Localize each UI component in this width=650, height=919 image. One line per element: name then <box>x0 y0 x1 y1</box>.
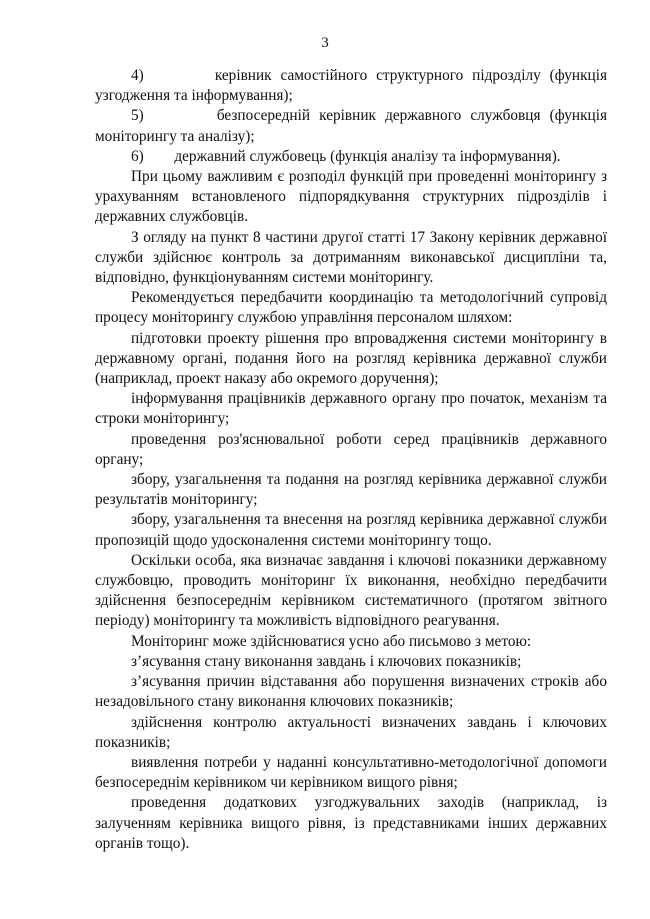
list-item-4: 4) керівник самостійного структурного підрозділу (функція узгодження та інформування); <box>95 67 607 105</box>
paragraph-monitoring-purpose: Моніторинг може здійснюватися усно або письмово з метою: <box>131 632 532 650</box>
list-item-5: 5) безпосередній керівник державного службовця (функція моніторингу та аналізу); <box>95 107 607 145</box>
list-item-6: 6) державний службовець (функція аналізу та інформування). <box>131 147 561 165</box>
paragraph-delay-reasons: з’ясування причин відставання або порушення визначених строків або незадовільного стану виконання ключових показників; <box>95 673 607 711</box>
paragraph-explanatory-work: проведення роз'яснювальної роботи серед працівників державного органу; <box>95 430 607 468</box>
paragraph-systematic-monitoring: Оскільки особа, яка визначає завдання і ключові показники державному службовцю, проводить моніторинг їх виконання, необхідно передбачити здійснення безпосереднім керівником систематичного (протягом звітного періоду) моніторингу та можливість відповідного реагування. <box>95 551 607 630</box>
paragraph-relevance-control: здійснення контролю актуальності визначених завдань і ключових показників; <box>95 713 607 751</box>
paragraph-preparation: підготовки проекту рішення про впровадження системи моніторингу в державному органі, подання його на розгляд керівника державної служби (наприклад, проект наказу або окремого доручення); <box>95 329 607 388</box>
paragraph-consulting-help: виявлення потреби у наданні консультативно-методологічної допомоги безпосереднім керівником чи керівником вищого рівня; <box>95 753 607 792</box>
paragraph-law-reference: З огляду на пункт 8 частини другої статті 17 Закону керівник державної служби здійснює контроль за дотриманням виконавської дисципліни та, відповідно, функціонуванням системи моніторингу. <box>95 228 607 287</box>
paragraph-recommendation: Рекомендується передбачити координацію та методологічний супровід процесу моніторингу службою управління персоналом шляхом: <box>95 289 607 327</box>
page-number: 3 <box>321 35 329 51</box>
paragraph-proposals-collection: збору, узагальнення та внесення на розгляд керівника державної служби пропозицій щодо удосконалення системи моніторингу тощо. <box>95 511 607 549</box>
paragraph-functions-distribution: При цьому важливим є розподіл функцій при проведенні моніторингу з урахуванням встановленого підпорядкування структурних підрозділів і державних службовців. <box>95 168 607 226</box>
paragraph-task-status: з’ясування стану виконання завдань і ключових показників; <box>131 652 522 670</box>
paragraph-informing: інформування працівників державного органу про початок, механізм та строки моніторингу; <box>95 390 607 428</box>
paragraph-results-collection: збору, узагальнення та подання на розгляд керівника державної служби результатів моніторингу; <box>95 471 607 509</box>
paragraph-additional-measures: проведення додаткових узгоджувальних заходів (наприклад, із залученням керівника вищого рівня, із представниками інших державних органів тощо). <box>95 794 607 852</box>
document-body <box>95 66 607 854</box>
